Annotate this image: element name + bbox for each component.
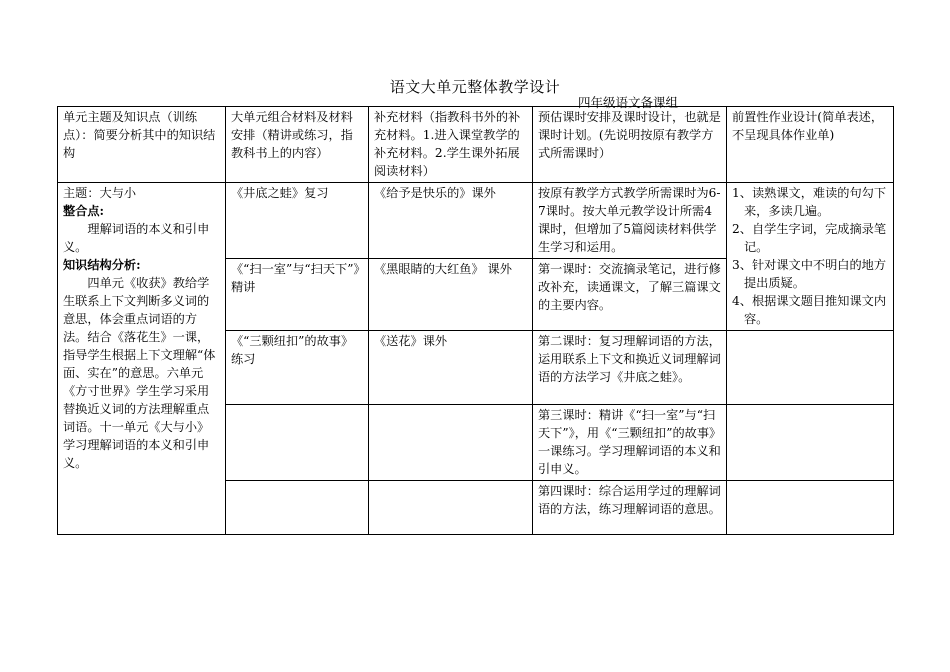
unit-analysis-cell xyxy=(58,183,226,535)
supplement-cell-3: 《送花》课外 xyxy=(369,331,533,405)
header-cell-materials: 大单元组合材料及材料安排（精讲或练习，指教科书上的内容） xyxy=(226,107,369,183)
integration-text: 理解词语的本义和引申义。 xyxy=(63,222,210,254)
material-cell-3: 《“三颗纽扣”的故事》练习 xyxy=(226,331,369,405)
analysis-text: 四单元《收获》教给学生联系上下文判断多义词的意思，体会重点词语的方法。结合《落花生》一课，指导学生根据上下文理解“体面、实在”的意思。六单元《方寸世界》学生学习采用替换近义词的方法理解重点词语。十一单元《大与小》学习理解词语的本义和引申义。 xyxy=(63,276,216,470)
homework-item-2: 2、自学生字词，完成摘录笔记。 xyxy=(732,222,887,254)
empty-cell xyxy=(727,331,894,405)
homework-item-3: 3、针对课文中不明白的地方提出质疑。 xyxy=(732,258,887,290)
analysis-label: 知识结构分析: xyxy=(63,258,141,272)
lesson-cell-overview: 按原有教学方式教学所需课时为6-7课时。按大单元教学设计所需4课时，但增加了5篇阅读材料供学生学习和运用。 xyxy=(533,183,727,259)
homework-cell xyxy=(727,183,894,331)
lesson-cell-4: 第四课时：综合运用学过的理解词语的方法，练习理解词语的意思。 xyxy=(533,481,727,535)
empty-cell xyxy=(727,405,894,481)
lesson-cell-3: 第三课时：精讲《“扫一室”与“扫天下”》，用《“三颗纽扣”的故事》一课练习。学习理解词语的本义和引申义。 xyxy=(533,405,727,481)
material-cell-1: 《井底之蛙》复习 xyxy=(226,183,369,259)
empty-cell xyxy=(369,481,533,535)
lesson-plan-table xyxy=(57,106,894,535)
theme-text: 主题：大与小 xyxy=(63,186,137,200)
document-title: 语文大单元整体教学设计 xyxy=(389,78,561,96)
table-row xyxy=(58,183,894,259)
supplement-cell-2: 《黑眼睛的大红鱼》 课外 xyxy=(369,259,533,331)
empty-cell xyxy=(727,481,894,535)
header-cell-lesson-plan: 预估课时安排及课时设计，也就是课时计划。(先说明按原有教学方式所需课时） xyxy=(533,107,727,183)
lesson-cell-1: 第一课时：交流摘录笔记，进行修改补充，读通课文，了解三篇课文的主要内容。 xyxy=(533,259,727,331)
empty-cell xyxy=(369,405,533,481)
homework-item-1: 1、读熟课文，难读的句勾下来，多读几遍。 xyxy=(732,186,887,218)
empty-cell xyxy=(226,481,369,535)
integration-label: 整合点: xyxy=(63,204,105,218)
homework-item-4: 4、根据课文题目推知课文内容。 xyxy=(732,294,887,326)
document-subtitle: 四年级语文备课组 xyxy=(578,95,679,110)
table-header-row xyxy=(58,107,894,183)
lesson-cell-2: 第二课时：复习理解词语的方法，运用联系上下文和换近义词理解词语的方法学习《井底之蛙》。 xyxy=(533,331,727,405)
header-cell-homework: 前置性作业设计(简单表述，不呈现具体作业单) xyxy=(727,107,894,183)
material-cell-2: 《“扫一室”与“扫天下”》精讲 xyxy=(226,259,369,331)
header-cell-unit-theme: 单元主题及知识点（训练点）：简要分析其中的知识结构 xyxy=(58,107,226,183)
supplement-cell-1: 《给予是快乐的》课外 xyxy=(369,183,533,259)
empty-cell xyxy=(226,405,369,481)
header-cell-supplementary: 补充材料（指教科书外的补充材料。1.进入课堂教学的补充材料。2.学生课外拓展阅读材料） xyxy=(369,107,533,183)
